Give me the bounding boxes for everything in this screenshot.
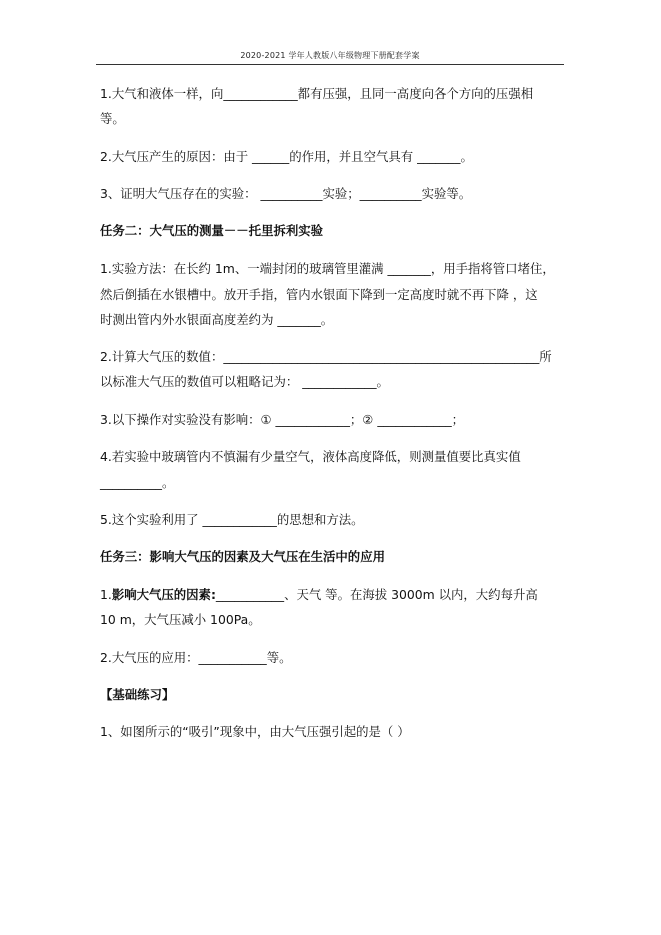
task3-heading: 任务三：影响大气压的因素及大气压在生活中的应用 [100, 549, 385, 564]
header-divider [96, 64, 564, 65]
task3-q1-prefix: 1. [100, 587, 112, 602]
task3-q1-bold-label: 影响大气压的因素: [111, 587, 216, 602]
task2-q1-line2: 然后倒插在水银槽中。放开手指，管内水银面下降到一定高度时就不再下降 ，这 [100, 287, 538, 302]
task2-q2-line1: 2.计算大气压的数值：___________________________________________________所 [100, 349, 552, 364]
task3-q2: 2.大气压的应用：___________等。 [100, 650, 292, 665]
task2-q3: 3.以下操作对实验没有影响：① ____________；② ____________； [100, 412, 465, 427]
task2-q2-line2: 以标准大气压的数值可以粗略记为： ____________。 [100, 374, 389, 389]
task1-q1-line1: 1.大气和液体一样，向____________都有压强，且同一高度向各个方向的压强相 [100, 86, 534, 101]
task2-q5: 5.这个实验利用了 ____________的思想和方法。 [100, 512, 364, 527]
task2-q1-line1: 1.实验方法：在长约 1m、一端封闭的玻璃管里灌满 _______，用手指将管口堵住， [100, 261, 555, 276]
task2-heading: 任务二：大气压的测量－－托里拆利实验 [100, 223, 324, 238]
practice-q1: 1、如图所示的“吸引”现象中，由大气压强引起的是（ ） [100, 724, 410, 739]
task3-q1-rest: ___________、天气 等。在海拔 3000m 以内，大约每升高 [215, 587, 538, 602]
page-header: 2020-2021 学年人教版八年级物理下册配套学案 [240, 51, 420, 60]
task1-q2: 2.大气压产生的原因：由于 ______的作用，并且空气具有 _______。 [100, 149, 473, 164]
practice-heading: 【基础练习】 [100, 687, 175, 702]
task2-q4-line2: __________。 [100, 475, 175, 490]
task1-q3: 3、证明大气压存在的实验： __________实验；__________实验等。 [100, 186, 472, 201]
task2-q1-line3: 时测出管内外水银面高度差约为 _______。 [100, 312, 334, 327]
task1-q1-line2: 等。 [100, 111, 125, 126]
task3-q1-line1 [100, 587, 570, 603]
task2-q4-line1: 4.若实验中玻璃管内不慎漏有少量空气，液体高度降低，则测量值要比真实值 [100, 449, 521, 464]
task3-q1-line2: 10 m，大气压减小 100Pa。 [100, 612, 261, 627]
